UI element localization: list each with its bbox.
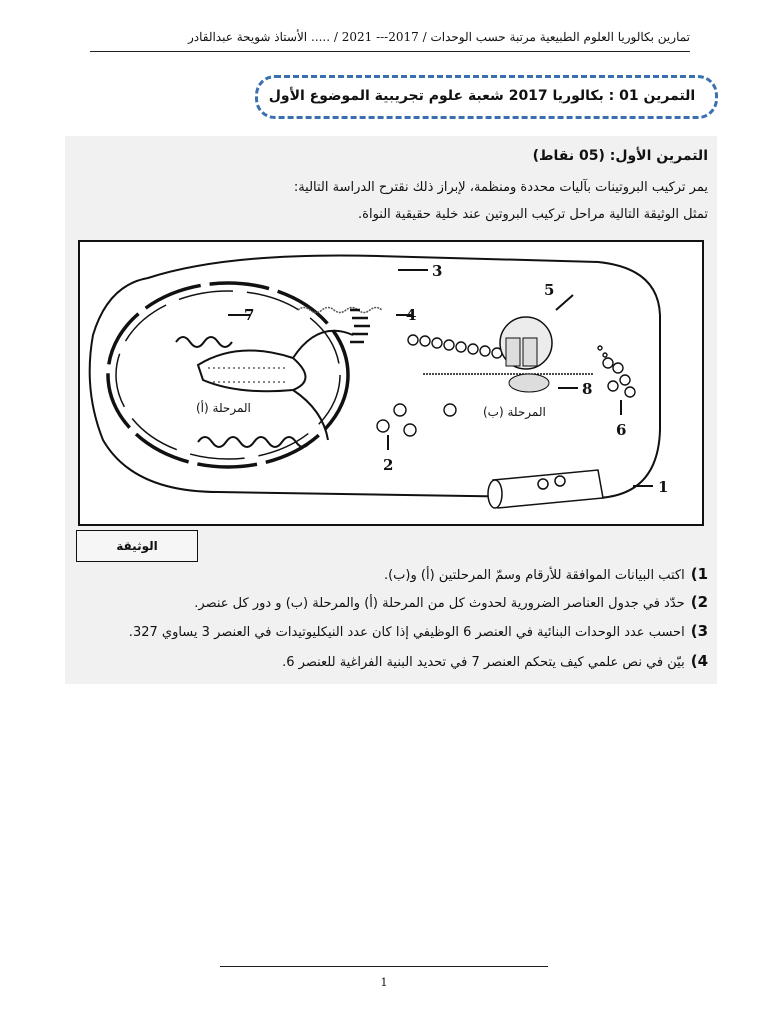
ribosome-site-2 (523, 338, 537, 366)
question-1-text: اكتب البيانات الموافقة للأرقام وسمّ المرحلتين (أ) و(ب). (383, 568, 685, 583)
diagram-label-5: 5 (544, 281, 555, 299)
intro-paragraph-2: تمثل الوثيقة التالية مراحل تركيب البروتين عند خلية حقيقية النواة. (358, 207, 708, 222)
question-1 (384, 565, 708, 583)
diagram-label-4: 4 (406, 306, 417, 324)
ribosome-site-1 (506, 338, 520, 366)
exercise-heading: التمرين 01 : بكالوريا 2017 شعبة علوم تجريبية الموضوع الأول (268, 88, 696, 104)
diagram-label-6: 6 (616, 421, 627, 439)
stage-b-label: المرحلة (ب) (483, 405, 546, 419)
question-2-number: 2) (690, 593, 708, 611)
ribosome-small-subunit (509, 374, 549, 392)
question-3 (129, 622, 708, 640)
footer-divider (220, 966, 548, 967)
protein-synthesis-diagram (78, 240, 704, 526)
diagram-label-7: 7 (244, 306, 255, 324)
question-3-number: 3) (690, 622, 708, 640)
diagram-label-3: 3 (432, 262, 443, 280)
question-1-number: 1) (690, 565, 708, 583)
page-number: 1 (380, 976, 388, 989)
intro-paragraph-1: يمر تركيب البروتينات بآليات محددة ومنظمة، لإبراز ذلك نقترح الدراسة التالية: (293, 180, 708, 195)
diagram-label-1: 1 (658, 478, 669, 496)
diagram-label-2: 2 (383, 456, 394, 474)
diagram-label-8: 8 (582, 380, 593, 398)
exercise-title: التمرين الأول: (05 نقاط) (532, 148, 708, 164)
header-divider (90, 51, 690, 52)
stage-a-label: المرحلة (أ) (196, 401, 251, 415)
question-2-text: حدّد في جدول العناصر الضرورية لحدوث كل من المرحلة (أ) والمرحلة (ب) و دور كل عنصر. (194, 596, 685, 611)
question-4-text: بيّن في نص علمي كيف يتحكم العنصر 7 في تحديد البنية الفراغية للعنصر 6. (282, 655, 685, 670)
question-3-text: احسب عدد الوحدات البنائية في العنصر 6 الوظيفي إذا كان عدد النيكليوتيدات في العنصر 3 يساوي 327. (128, 625, 685, 640)
question-4 (282, 652, 708, 670)
document-label: الوثيقة (76, 530, 198, 562)
page-header: تمارين بكالوريا العلوم الطبيعية مرتبة حسب الوحدات / 2017--- 2021 / ..... الأستاذ شويحة عبدالقادر (187, 30, 690, 44)
question-2 (194, 593, 708, 611)
question-4-number: 4) (690, 652, 708, 670)
